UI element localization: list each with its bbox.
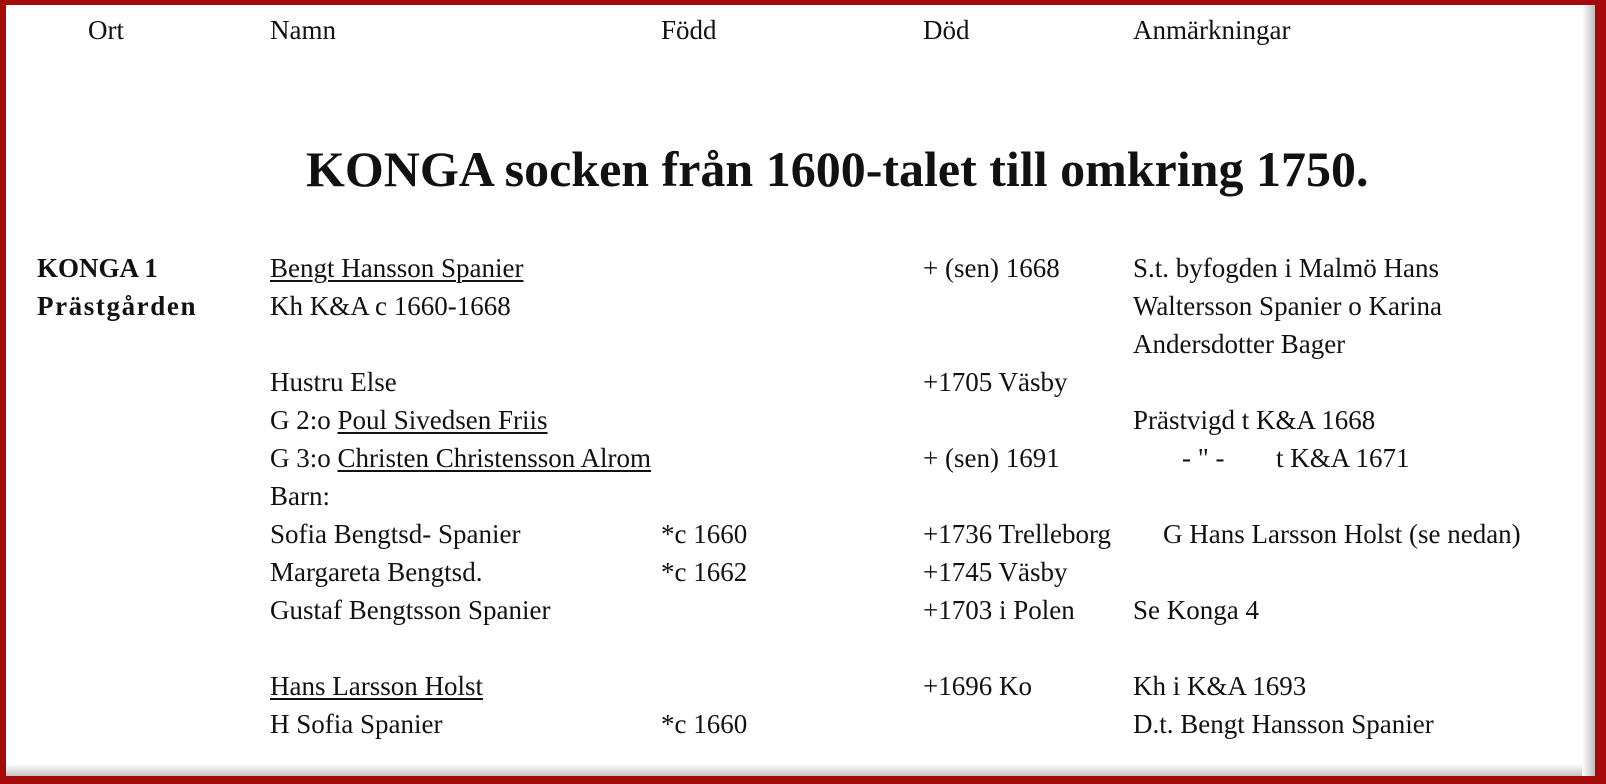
person-name-line	[270, 442, 651, 474]
death-date: +1705 Väsby	[923, 367, 1068, 397]
person-name: Hustru Else	[270, 367, 397, 397]
header-anmarkningar: Anmärkningar	[1133, 15, 1291, 45]
remark: Se Konga 4	[1133, 595, 1259, 625]
person-name: Poul Sivedsen Friis	[337, 405, 548, 435]
person-name-line	[270, 404, 548, 436]
page-title: KONGA socken från 1600-talet till omkring 1750.	[306, 141, 1369, 197]
death-date: +1696 Ko	[923, 671, 1032, 701]
marriage-prefix: G 2:o	[270, 405, 331, 435]
place-line-1: KONGA 1	[37, 253, 158, 283]
death-date: +1745 Väsby	[923, 557, 1068, 587]
person-name: Christen Christensson Alrom	[337, 443, 652, 473]
drop-shadow-bottom	[6, 764, 1582, 776]
death-date: + (sen) 1668	[923, 253, 1060, 283]
remark: G Hans Larsson Holst (se nedan)	[1163, 519, 1521, 549]
remark: t K&A 1671	[1276, 443, 1410, 473]
person-name: Bengt Hansson Spanier	[270, 253, 524, 283]
header-dod: Död	[923, 15, 970, 45]
person-name: Gustaf Bengtsson Spanier	[270, 595, 551, 625]
marriage-prefix: G 3:o	[270, 443, 331, 473]
remark: Kh i K&A 1693	[1133, 671, 1307, 701]
header-ort: Ort	[88, 15, 124, 45]
remark: Andersdotter Bager	[1133, 329, 1346, 359]
remark: Waltersson Spanier o Karina	[1133, 291, 1442, 321]
children-label: Barn:	[270, 481, 330, 511]
person-name: H Sofia Spanier	[270, 709, 443, 739]
person-name: Hans Larsson Holst	[270, 671, 483, 701]
place-line-2: Prästgården	[37, 291, 198, 321]
death-date: + (sen) 1691	[923, 443, 1060, 473]
death-date: +1736 Trelleborg	[923, 519, 1111, 549]
birth-date: *c 1660	[661, 519, 748, 549]
frame-right-edge	[1595, 0, 1606, 784]
person-detail: Kh K&A c 1660-1668	[270, 291, 511, 321]
ditto-mark: - " -	[1182, 443, 1225, 473]
remark: Prästvigd t K&A 1668	[1133, 405, 1376, 435]
person-name: Sofia Bengtsd- Spanier	[270, 519, 521, 549]
birth-date: *c 1662	[661, 557, 748, 587]
remark: D.t. Bengt Hansson Spanier	[1133, 709, 1434, 739]
frame-bottom-edge	[0, 776, 1606, 784]
birth-date: *c 1660	[661, 709, 748, 739]
remark: S.t. byfogden i Malmö Hans	[1133, 253, 1439, 283]
header-namn: Namn	[270, 15, 336, 45]
header-fodd: Född	[661, 15, 717, 45]
death-date: +1703 i Polen	[923, 595, 1075, 625]
drop-shadow-right	[1582, 5, 1595, 776]
person-name: Margareta Bengtsd.	[270, 557, 483, 587]
